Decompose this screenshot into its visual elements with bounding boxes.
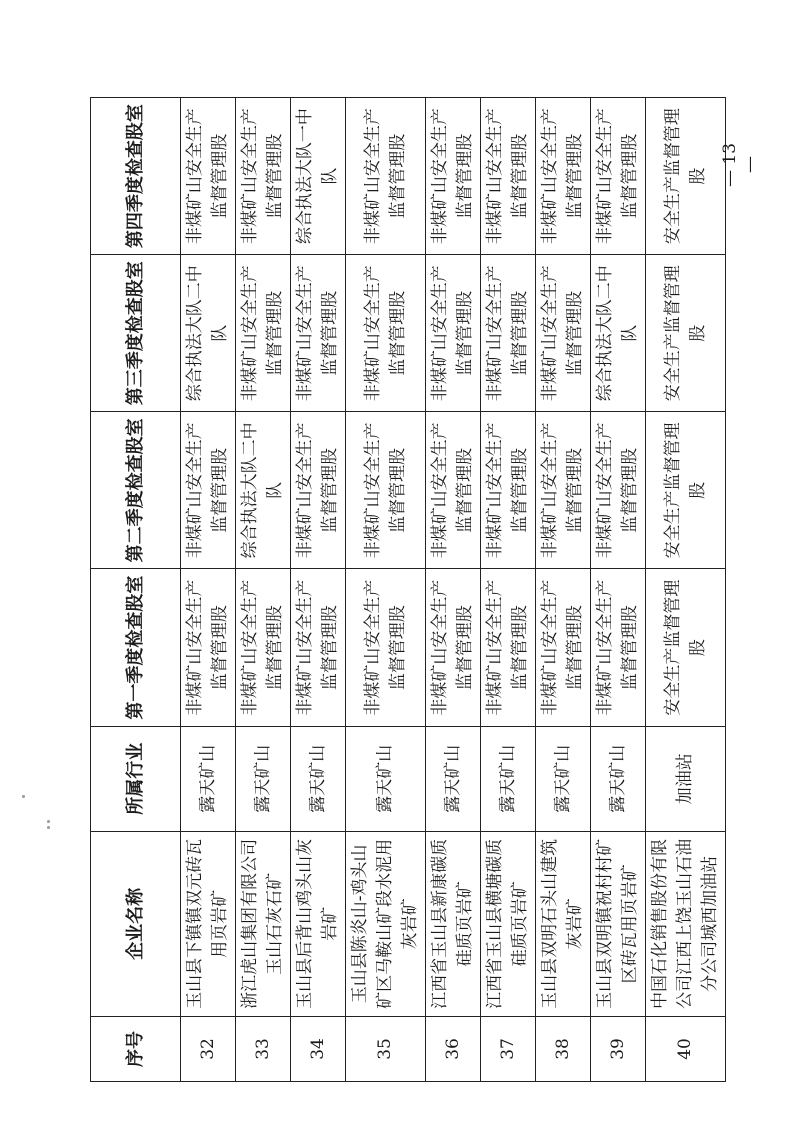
table-row — [346, 98, 426, 1082]
table-row — [426, 98, 481, 1082]
table-row — [481, 98, 536, 1082]
cell-q1: 非煤矿山安全生产监督管理股 — [236, 569, 291, 726]
cell-industry: 露天矿山 — [591, 726, 646, 831]
cell-name: 江西省玉山县新康碳质硅质页岩矿 — [426, 831, 481, 1016]
cell-name: 江西省玉山县横塘碳质硅质页岩矿 — [481, 831, 536, 1016]
cell-no: 33 — [236, 1016, 291, 1081]
cell-q4: 非煤矿山安全生产监督管理股 — [346, 98, 426, 255]
cell-q4: 综合执法大队一中队 — [291, 98, 346, 255]
cell-q3: 非煤矿山安全生产监督管理股 — [426, 255, 481, 412]
header-q1: 第一季度检查股室 — [91, 569, 181, 726]
cell-q2: 非煤矿山安全生产监督管理股 — [291, 412, 346, 569]
cell-q4: 非煤矿山安全生产监督管理股 — [536, 98, 591, 255]
cell-q1: 非煤矿山安全生产监督管理股 — [481, 569, 536, 726]
cell-q2: 非煤矿山安全生产监督管理股 — [536, 412, 591, 569]
header-q2: 第二季度检查股室 — [91, 412, 181, 569]
cell-q4: 非煤矿山安全生产监督管理股 — [181, 98, 236, 255]
cell-name: 浙江虎山集团有限公司玉山石灰石矿 — [236, 831, 291, 1016]
cell-name: 玉山县双明石头山建筑灰岩矿 — [536, 831, 591, 1016]
cell-q1: 非煤矿山安全生产监督管理股 — [291, 569, 346, 726]
page-number: — 13 — — [720, 142, 760, 188]
cell-q4: 非煤矿山安全生产监督管理股 — [591, 98, 646, 255]
cell-industry: 露天矿山 — [426, 726, 481, 831]
header-q4: 第四季度检查股室 — [91, 98, 181, 255]
cell-no: 40 — [646, 1016, 726, 1081]
rotated-table-page — [90, 97, 720, 1082]
cell-name: 玉山县后背山鸡头山灰岩矿 — [291, 831, 346, 1016]
cell-q3: 综合执法大队二中队 — [181, 255, 236, 412]
cell-q2: 安全生产监督管理股 — [646, 412, 726, 569]
cell-q3: 非煤矿山安全生产监督管理股 — [346, 255, 426, 412]
cell-q2: 综合执法大队二中队 — [236, 412, 291, 569]
cell-no: 39 — [591, 1016, 646, 1081]
inspection-schedule-table — [90, 97, 726, 1082]
cell-no: 35 — [346, 1016, 426, 1081]
table-row — [236, 98, 291, 1082]
header-no: 序号 — [91, 1016, 181, 1081]
cell-q1: 非煤矿山安全生产监督管理股 — [536, 569, 591, 726]
header-industry: 所属行业 — [91, 726, 181, 831]
table-header-row — [91, 98, 181, 1082]
cell-industry: 露天矿山 — [181, 726, 236, 831]
table-row — [181, 98, 236, 1082]
cell-industry: 露天矿山 — [346, 726, 426, 831]
cell-name: 玉山县双明镇祝村村矿区砖瓦用页岩矿 — [591, 831, 646, 1016]
cell-q3: 非煤矿山安全生产监督管理股 — [536, 255, 591, 412]
scan-speck — [22, 795, 25, 798]
cell-q3: 综合执法大队二中队 — [591, 255, 646, 412]
cell-industry: 加油站 — [646, 726, 726, 831]
cell-q4: 安全生产监督管理股 — [646, 98, 726, 255]
table-row — [591, 98, 646, 1082]
cell-industry: 露天矿山 — [481, 726, 536, 831]
cell-q3: 非煤矿山安全生产监督管理股 — [291, 255, 346, 412]
cell-q2: 非煤矿山安全生产监督管理股 — [591, 412, 646, 569]
scan-speck — [47, 826, 50, 829]
cell-q1: 非煤矿山安全生产监督管理股 — [426, 569, 481, 726]
cell-q2: 非煤矿山安全生产监督管理股 — [426, 412, 481, 569]
cell-q4: 非煤矿山安全生产监督管理股 — [426, 98, 481, 255]
cell-q1: 安全生产监督管理股 — [646, 569, 726, 726]
cell-q3: 非煤矿山安全生产监督管理股 — [236, 255, 291, 412]
cell-q4: 非煤矿山安全生产监督管理股 — [481, 98, 536, 255]
header-q3: 第三季度检查股室 — [91, 255, 181, 412]
cell-q4: 非煤矿山安全生产监督管理股 — [236, 98, 291, 255]
scan-speck — [47, 820, 50, 823]
cell-name: 玉山县下镇镇双元砖瓦用页岩矿 — [181, 831, 236, 1016]
cell-q2: 非煤矿山安全生产监督管理股 — [181, 412, 236, 569]
cell-name: 中国石化销售股份有限公司江西上饶玉山石油分公司城西加油站 — [646, 831, 726, 1016]
cell-q2: 非煤矿山安全生产监督管理股 — [481, 412, 536, 569]
cell-q2: 非煤矿山安全生产监督管理股 — [346, 412, 426, 569]
cell-no: 34 — [291, 1016, 346, 1081]
cell-name: 玉山县陈炎山-鸡头山矿区马鞍山矿段水泥用灰岩矿 — [346, 831, 426, 1016]
cell-q1: 非煤矿山安全生产监督管理股 — [181, 569, 236, 726]
table-row — [291, 98, 346, 1082]
cell-no: 32 — [181, 1016, 236, 1081]
cell-industry: 露天矿山 — [291, 726, 346, 831]
cell-industry: 露天矿山 — [236, 726, 291, 831]
cell-no: 36 — [426, 1016, 481, 1081]
table-row — [536, 98, 591, 1082]
cell-industry: 露天矿山 — [536, 726, 591, 831]
cell-no: 37 — [481, 1016, 536, 1081]
table-row — [646, 98, 726, 1082]
cell-q3: 安全生产监督管理股 — [646, 255, 726, 412]
cell-no: 38 — [536, 1016, 591, 1081]
cell-q3: 非煤矿山安全生产监督管理股 — [481, 255, 536, 412]
cell-q1: 非煤矿山安全生产监督管理股 — [591, 569, 646, 726]
cell-q1: 非煤矿山安全生产监督管理股 — [346, 569, 426, 726]
header-name: 企业名称 — [91, 831, 181, 1016]
